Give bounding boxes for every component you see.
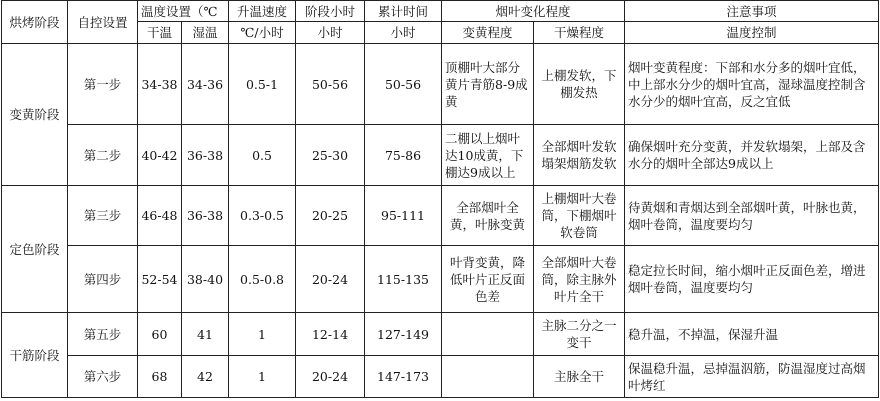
note-cell: 确保烟叶充分变黄，并发软塌架，上部及含水分的烟叶全部达9成以上: [625, 125, 879, 186]
dry-degree-cell: 主脉二分之一变干: [534, 313, 625, 356]
header-leaf-change: 烟叶变化程度: [442, 1, 625, 22]
header-stage: 烘烤阶段: [2, 1, 68, 44]
rate-cell: 0.5-1: [229, 44, 296, 125]
cum-time-cell: 127-149: [365, 313, 442, 356]
rate-cell: 0.5: [229, 125, 296, 186]
step-cell: 第六步: [68, 356, 138, 398]
dry-degree-cell: 上棚发软，下棚发热: [534, 44, 625, 125]
dry-temp-cell: 60: [138, 313, 182, 356]
cum-time-cell: 75-86: [365, 125, 442, 186]
rate-cell: 0.3-0.5: [229, 186, 296, 246]
wet-temp-cell: 36-38: [182, 125, 229, 186]
yellow-degree-cell: 叶背变黄，降低叶片正反面色差: [442, 246, 534, 313]
dry-degree-cell: 主脉全干: [534, 356, 625, 398]
dry-temp-cell: 40-42: [138, 125, 182, 186]
table-row: [2, 313, 879, 356]
yellow-degree-cell: 全部烟叶全黄，叶脉变黄: [442, 186, 534, 246]
wet-temp-cell: 34-36: [182, 44, 229, 125]
dry-temp-cell: 46-48: [138, 186, 182, 246]
cum-time-cell: 50-56: [365, 44, 442, 125]
step-cell: 第五步: [68, 313, 138, 356]
yellow-degree-cell: [442, 356, 534, 398]
dry-temp-cell: 68: [138, 356, 182, 398]
stage-hours-cell: 20-24: [296, 356, 365, 398]
yellow-degree-cell: 顶棚叶大部分黄片青筋8-9成黄: [442, 44, 534, 125]
note-cell: 稳升温，不掉温，保湿升温: [625, 313, 879, 356]
header-cum-time: 累计时间: [365, 1, 442, 22]
wet-temp-cell: 41: [182, 313, 229, 356]
note-cell: 稳定拉长时间，缩小烟叶正反面色差，增进烟叶卷筒，温度要均匀: [625, 246, 879, 313]
note-cell: 烟叶变黄程度：下部和水分多的烟叶宜低，中上部水分少的烟叶宜高，湿球温度控制含水分少的烟叶宜高，反之宜低: [625, 44, 879, 125]
header-wet-temp: 湿温: [182, 22, 229, 44]
step-cell: 第二步: [68, 125, 138, 186]
header-rate-unit: ℃/小时: [229, 22, 296, 44]
stage-hours-cell: 50-56: [296, 44, 365, 125]
header-dry-temp: 干温: [138, 22, 182, 44]
header-notes: 注意事项: [625, 1, 879, 22]
dry-degree-cell: 全部烟叶发软塌架烟筋发软: [534, 125, 625, 186]
header-stage-hours-unit: 小时: [296, 22, 365, 44]
header-dry-degree: 干燥程度: [534, 22, 625, 44]
yellow-degree-cell: [442, 313, 534, 356]
header-row-1: [2, 1, 879, 22]
note-cell: 保温稳升温，忌掉温泅筋，防温湿度过高烟叶烤红: [625, 356, 879, 398]
cum-time-cell: 95-111: [365, 186, 442, 246]
dry-degree-cell: 上棚烟叶大卷筒，下棚烟叶软卷筒: [534, 186, 625, 246]
note-cell: 待黄烟和青烟达到全部烟叶黄，叶脉也黄，烟叶卷筒，温度要均匀: [625, 186, 879, 246]
header-yellow-degree: 变黄程度: [442, 22, 534, 44]
header-stage-hours: 阶段小时: [296, 1, 365, 22]
stage-hours-cell: 20-24: [296, 246, 365, 313]
header-control: 自控设置: [68, 1, 138, 44]
rate-cell: 0.5-0.8: [229, 246, 296, 313]
step-cell: 第四步: [68, 246, 138, 313]
header-temp: 温度设置（℃: [138, 1, 229, 22]
table-row: [2, 246, 879, 313]
header-cum-time-unit: 小时: [365, 22, 442, 44]
cum-time-cell: 115-135: [365, 246, 442, 313]
table-row: [2, 44, 879, 125]
wet-temp-cell: 36-38: [182, 186, 229, 246]
header-notes-sub: 温度控制: [625, 22, 879, 44]
curing-schedule-table: [1, 0, 879, 398]
yellow-degree-cell: 二棚以上烟叶达10成黄，下棚达9成以上: [442, 125, 534, 186]
step-cell: 第三步: [68, 186, 138, 246]
stage-yellowing: 变黄阶段: [2, 44, 68, 186]
step-cell: 第一步: [68, 44, 138, 125]
stage-color-fixing: 定色阶段: [2, 186, 68, 313]
dry-temp-cell: 34-38: [138, 44, 182, 125]
stage-stem-drying: 干筋阶段: [2, 313, 68, 398]
rate-cell: 1: [229, 356, 296, 398]
stage-hours-cell: 12-14: [296, 313, 365, 356]
stage-hours-cell: 20-25: [296, 186, 365, 246]
table-row: [2, 186, 879, 246]
rate-cell: 1: [229, 313, 296, 356]
stage-hours-cell: 25-30: [296, 125, 365, 186]
dry-temp-cell: 52-54: [138, 246, 182, 313]
table-row: [2, 125, 879, 186]
cum-time-cell: 147-173: [365, 356, 442, 398]
header-rate: 升温速度: [229, 1, 296, 22]
wet-temp-cell: 38-40: [182, 246, 229, 313]
wet-temp-cell: 42: [182, 356, 229, 398]
table-row: [2, 356, 879, 398]
dry-degree-cell: 全部烟叶大卷筒，除主脉外叶片全干: [534, 246, 625, 313]
